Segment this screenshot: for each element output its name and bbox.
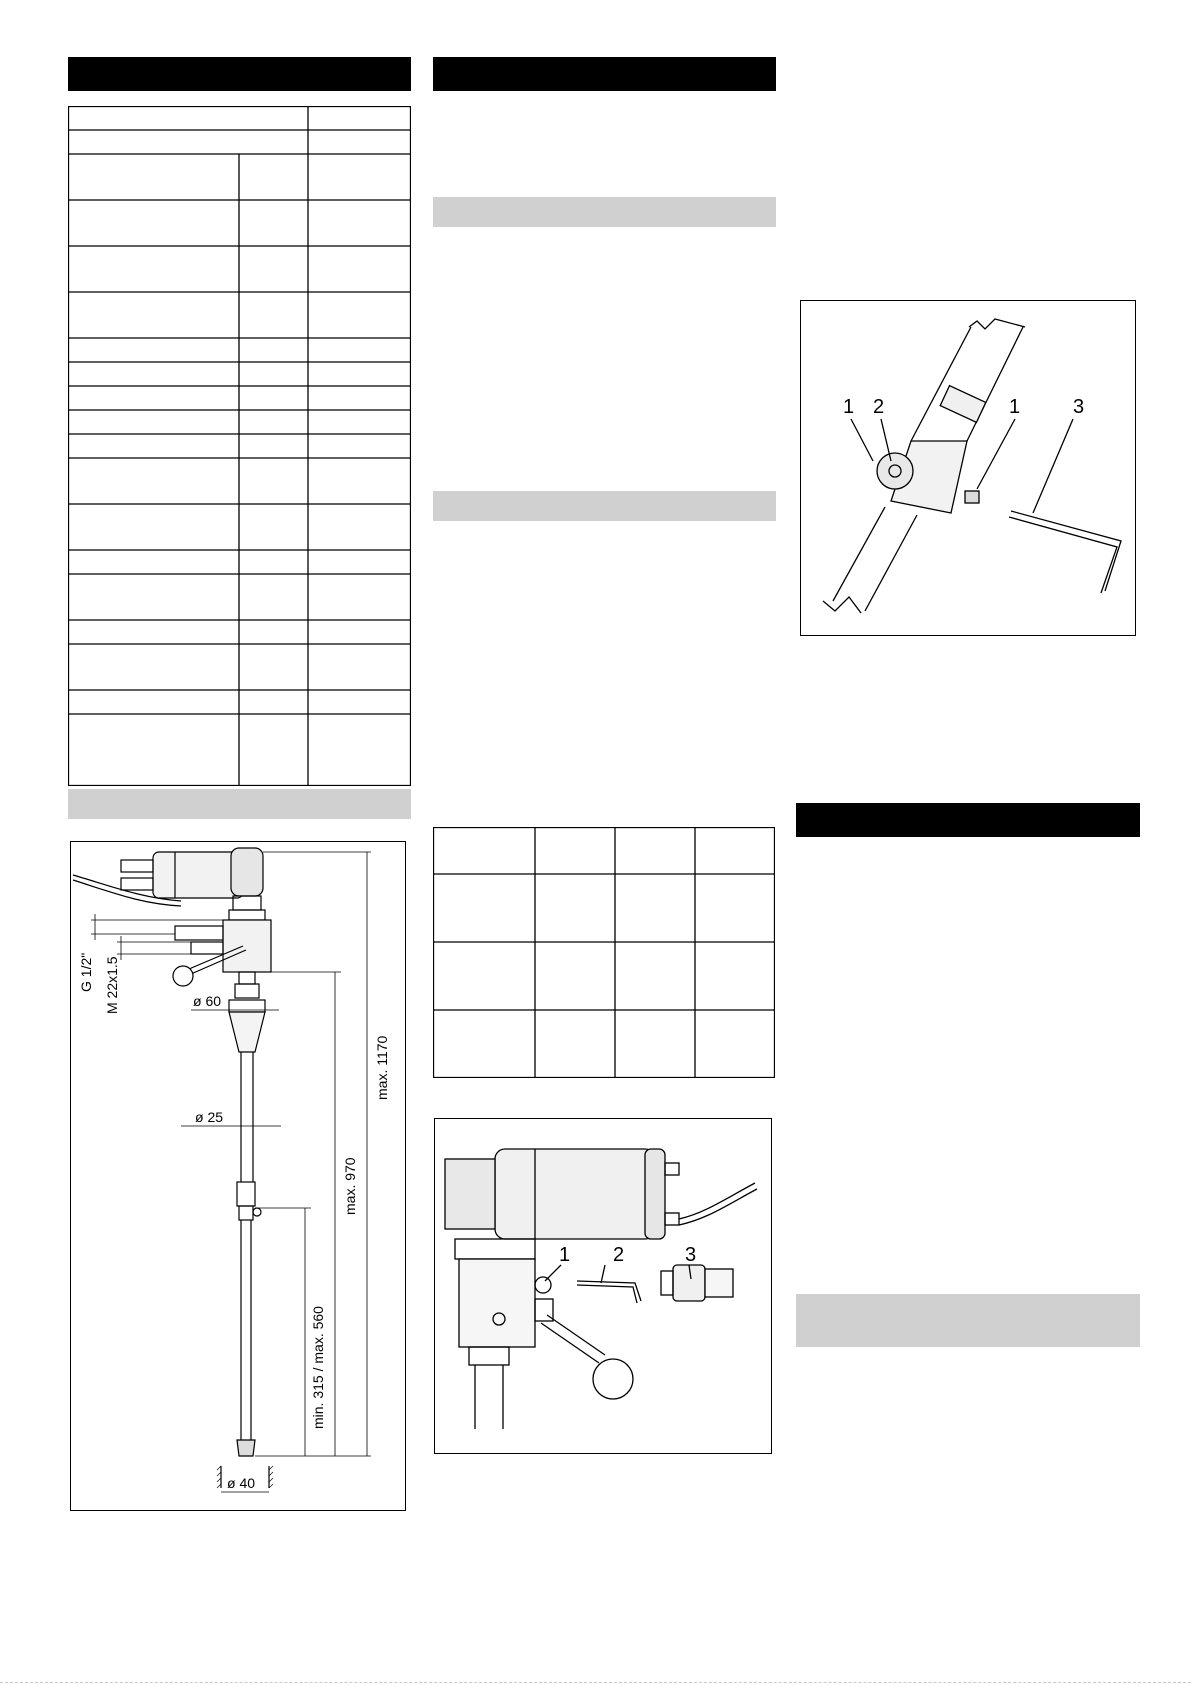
- label-thread-g: G 1/2": [78, 952, 94, 992]
- label-min-max-560: min. 315 / max. 560: [310, 1306, 326, 1429]
- section-bar-dimensions: [68, 789, 411, 819]
- label-max-1170: max. 1170: [374, 1035, 390, 1100]
- callout-3: 3: [685, 1244, 697, 1266]
- callout-1: 1: [559, 1244, 571, 1266]
- section-bar-middle-1: [433, 197, 776, 227]
- callout-3: 3: [1073, 396, 1085, 418]
- page-bottom-rule: [0, 1682, 1191, 1683]
- section-bar-middle-2: [433, 491, 776, 521]
- label-dia-40: ø 40: [227, 1475, 256, 1491]
- assignment-table: [433, 827, 775, 1078]
- section-header-bar-technical-data: [68, 57, 411, 91]
- pump-fitting-svg: [435, 1119, 773, 1455]
- technical-data-table-grid: [68, 106, 411, 786]
- figure-pipe-joint: [800, 300, 1136, 636]
- label-dia-60: ø 60: [193, 993, 222, 1009]
- assignment-table-grid: [433, 827, 775, 1078]
- section-header-bar-right: [796, 803, 1140, 837]
- figure-pump-fitting: [434, 1118, 772, 1454]
- technical-data-table: [68, 106, 411, 786]
- label-dia-25: ø 25: [195, 1109, 224, 1125]
- section-header-bar-middle: [433, 57, 776, 91]
- callout-1-right: 1: [1009, 396, 1021, 418]
- label-max-970: max. 970: [342, 1157, 358, 1215]
- dimension-drawing-svg: [71, 842, 407, 1512]
- callout-2: 2: [873, 396, 885, 418]
- section-bar-right: [796, 1294, 1140, 1347]
- callout-1-left: 1: [843, 396, 855, 418]
- pipe-joint-svg: [801, 301, 1137, 637]
- callout-2: 2: [613, 1244, 625, 1266]
- figure-dimension-drawing: [70, 841, 406, 1511]
- label-thread-m: M 22x1.5: [104, 956, 120, 1014]
